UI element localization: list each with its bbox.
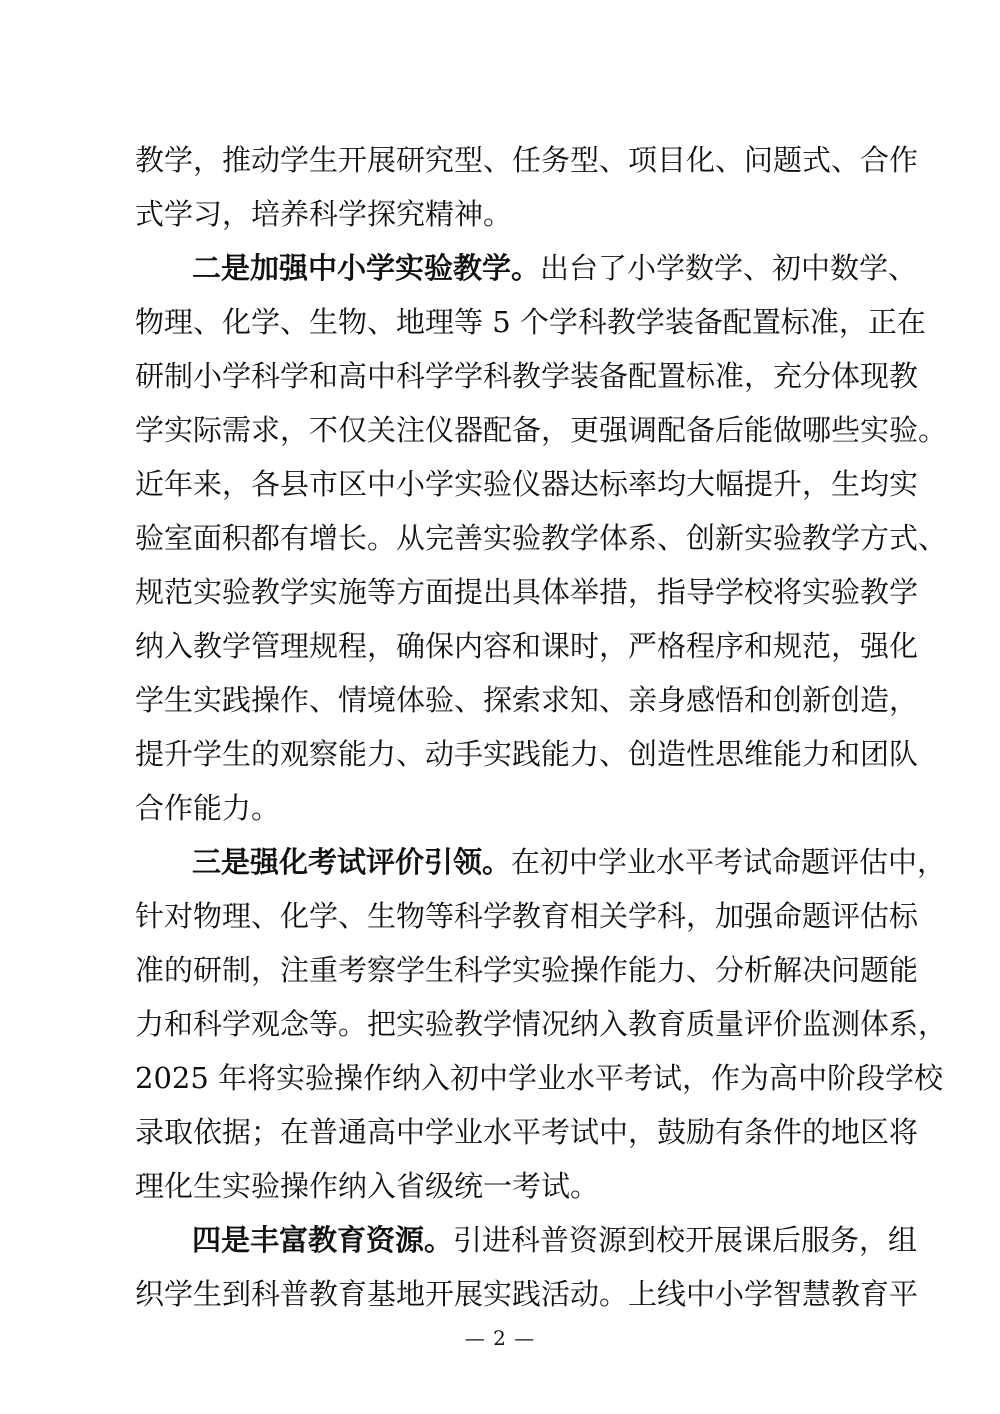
paragraph-2-line-6 (135, 518, 948, 558)
paragraph-2-line-5 (135, 464, 919, 504)
paragraph-2-line-4 (135, 410, 948, 450)
line-text: 提升学生的观察能力、动手实践能力、创造性思维能力和团队 (135, 737, 919, 771)
page-number: — 2 — (464, 1326, 536, 1350)
line-text: 针对物理、化学、生物等科学教育相关学科，加强命题评估标 (135, 899, 919, 933)
line-text: 学生实践操作、情境体验、探索求知、亲身感悟和创新创造， (135, 683, 919, 717)
paragraph-3-line-3 (135, 950, 919, 990)
paragraph-2-line-2 (135, 302, 926, 342)
line-text: 规范实验教学实施等方面提出具体举措，指导学校将实验教学 (135, 575, 919, 609)
line-text: 学实际需求，不仅关注仪器配备，更强调配备后能做哪些实验。 (135, 413, 948, 447)
line-text: 引进科普资源到校开展课后服务，组 (453, 1223, 918, 1257)
line-text: 力和科学观念等。把实验教学情况纳入教育质量评价监测体系， (135, 1007, 948, 1041)
line-text: 近年来，各县市区中小学实验仪器达标率均大幅提升，生均实 (135, 467, 919, 501)
paragraph-2-line-1 (192, 248, 918, 288)
line-text: 在初中学业水平考试命题评估中， (511, 845, 947, 879)
line-text: 教学，推动学生开展研究型、任务型、项目化、问题式、合作 (135, 143, 919, 177)
paragraph-3-line-7 (135, 1166, 875, 1206)
paragraph-heading: 三是强化考试评价引领。 (192, 845, 512, 879)
line-text: 织学生到科普教育基地开展实践活动。上线中小学智慧教育平 (135, 1277, 919, 1311)
paragraph-4-line-2 (135, 1274, 919, 1314)
line-text: 物理、化学、生物、地理等 5 个学科教学装备配置标准，正在 (135, 305, 926, 339)
line-text: 纳入教学管理规程，确保内容和课时，严格程序和规范，强化 (135, 629, 919, 663)
line-text: 理化生实验操作纳入省级统一考试。 (135, 1169, 600, 1203)
line-text: 准的研制，注重考察学生科学实验操作能力、分析解决问题能 (135, 953, 919, 987)
paragraph-3-line-5 (135, 1058, 944, 1098)
line-text: 验室面积都有增长。从完善实验教学体系、创新实验教学方式、 (135, 521, 948, 555)
paragraph-2-line-8 (135, 626, 919, 666)
paragraph-2-line-10 (135, 734, 919, 774)
paragraph-2-line-9 (135, 680, 919, 720)
paragraph-heading: 四是丰富教育资源。 (192, 1223, 454, 1257)
line-text: 录取依据；在普通高中学业水平考试中，鼓励有条件的地区将 (135, 1115, 919, 1149)
paragraph-3-line-1 (192, 842, 947, 882)
paragraph-2-line-11 (135, 788, 875, 828)
line-text: 出台了小学数学、初中数学、 (540, 251, 918, 285)
paragraph-heading: 二是加强中小学实验教学。 (192, 251, 541, 285)
paragraph-3-line-2 (135, 896, 919, 936)
paragraph-2-line-3 (135, 356, 919, 396)
paragraph-4-line-1 (192, 1220, 918, 1260)
paragraph-2-line-7 (135, 572, 919, 612)
line-text: 2025 年将实验操作纳入初中学业水平考试，作为高中阶段学校 (135, 1061, 944, 1095)
line-text: 研制小学科学和高中科学学科教学装备配置标准，充分体现教 (135, 359, 919, 393)
line-text: 合作能力。 (135, 791, 281, 825)
body-line-2 (135, 194, 875, 234)
line-text: 式学习，培养科学探究精神。 (135, 197, 513, 231)
paragraph-3-line-4 (135, 1004, 948, 1044)
body-line-1 (135, 140, 919, 180)
paragraph-3-line-6 (135, 1112, 919, 1152)
